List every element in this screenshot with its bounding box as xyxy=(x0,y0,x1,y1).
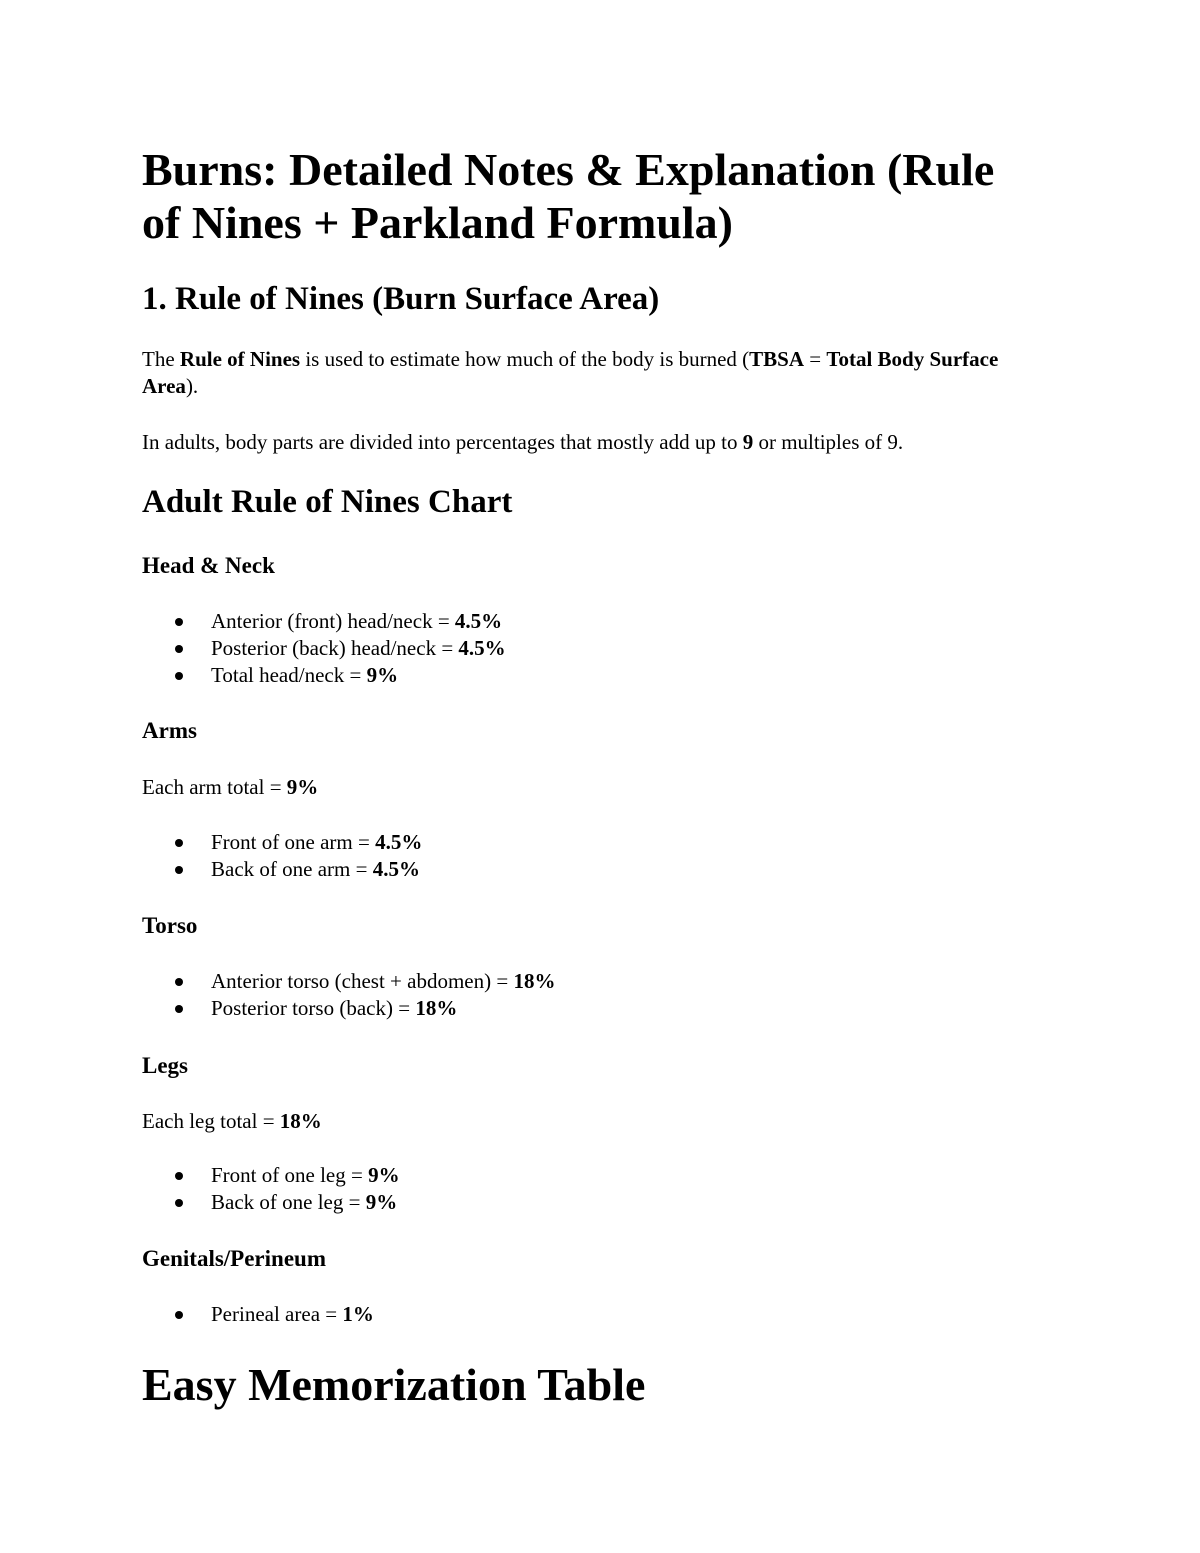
bullet-icon xyxy=(175,1311,183,1319)
bullet-icon xyxy=(175,1199,183,1207)
bullet-icon xyxy=(175,866,183,874)
arms-heading: Arms xyxy=(142,718,197,743)
bullet-icon xyxy=(175,672,183,680)
genitals-heading: Genitals/Perineum xyxy=(142,1246,326,1271)
section-heading-rule-of-nines: 1. Rule of Nines (Burn Surface Area) xyxy=(142,281,660,317)
arms-total: Each arm total = 9% xyxy=(142,775,319,799)
bullet-icon xyxy=(175,618,183,626)
bullet-icon xyxy=(175,1172,183,1180)
intro-paragraph: The Rule of Nines is used to estimate how much of the body is burned (TBSA = Total Body Surface Area). xyxy=(142,347,999,398)
document-title: Burns: Detailed Notes & Explanation (Rule of Nines + Parkland Formula) xyxy=(142,144,995,248)
bullet-icon xyxy=(175,839,183,847)
legs-heading: Legs xyxy=(142,1053,188,1078)
bullet-icon xyxy=(175,978,183,986)
legs-total: Each leg total = 18% xyxy=(142,1109,322,1133)
adults-paragraph: In adults, body parts are divided into percentages that mostly add up to 9 or multiples of 9. xyxy=(142,430,904,454)
bullet-icon xyxy=(175,645,183,653)
memorization-table-heading: Easy Memorization Table xyxy=(142,1359,646,1410)
bullet-icon xyxy=(175,1005,183,1013)
chart-heading: Adult Rule of Nines Chart xyxy=(142,484,513,520)
head-neck-heading: Head & Neck xyxy=(142,553,275,578)
torso-heading: Torso xyxy=(142,913,198,938)
